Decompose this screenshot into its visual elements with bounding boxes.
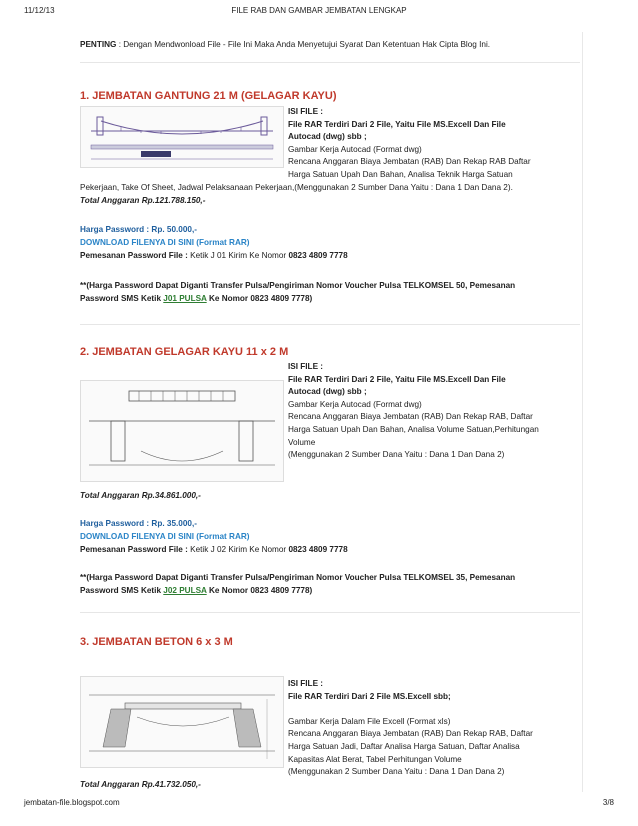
total-budget-1: Total Anggaran Rp.121.788.150,-: [80, 196, 206, 205]
divider: [80, 324, 580, 325]
divider: [80, 62, 580, 63]
pulsa-code-link[interactable]: J02 PULSA: [163, 585, 207, 595]
info-line: Harga Satuan Upah Dan Bahan, Analisa Teknik Harga Satuan: [288, 169, 513, 179]
note-text: Ke Nomor 0823 4809 7778): [208, 293, 313, 303]
info-line: Kapasitas Alat Berat, Tabel Perhitungan Volume: [288, 754, 462, 764]
order-label: Pemesanan Password File :: [80, 251, 188, 260]
right-rule: [582, 32, 583, 792]
order-label: Pemesanan Password File :: [80, 545, 188, 554]
notice: [80, 40, 490, 49]
total-budget-3: Total Anggaran Rp.41.732.050,-: [80, 780, 201, 789]
info-line: (Menggunakan 2 Sumber Dana Yaitu : Dana 1 Dan Dana 2): [288, 450, 505, 460]
divider: [80, 612, 580, 613]
section-title-3: 3. JEMBATAN BETON 6 x 3 M: [80, 636, 233, 648]
info-line: Gambar Kerja Autocad (Format dwg): [288, 399, 422, 409]
order-number: 0823 4809 7778: [288, 251, 348, 260]
note-text: Ke Nomor 0823 4809 7778): [208, 585, 313, 595]
order-text: Ketik J 01 Kirim Ke Nomor: [190, 251, 287, 260]
info-line: Autocad (dwg) sbb ;: [288, 132, 367, 142]
notice-text: : Dengan Mendwonload File - File Ini Maka Anda Menyetujui Syarat Dan Ketentuan Hak Cipta Blog Ini.: [118, 40, 491, 49]
print-title: FILE RAB DAN GAMBAR JEMBATAN LENGKAP: [231, 6, 407, 15]
order-line-2: [80, 544, 580, 557]
isi-file-label: ISI FILE :: [288, 362, 324, 371]
info-line: Harga Satuan Upah Dan Bahan, Analisa Volume Satuan,Perhitungan: [288, 424, 539, 434]
info-line: File RAR Terdiri Dari 2 File MS.Excell sbb;: [288, 691, 451, 701]
file-info-1: [288, 106, 578, 182]
pulsa-code-link[interactable]: J01 PULSA: [163, 293, 207, 303]
isi-file-label: ISI FILE :: [288, 679, 324, 688]
bridge-drawing-2[interactable]: [80, 380, 284, 482]
note-text: Password SMS Ketik: [80, 293, 161, 303]
note-line: [80, 585, 580, 598]
notice-label: PENTING: [80, 40, 117, 49]
info-line: File RAR Terdiri Dari 2 File, Yaitu File MS.Excell Dan File: [288, 374, 506, 384]
password-price-2: Harga Password : Rp. 35.000,-: [80, 519, 197, 528]
order-text: Ketik J 02 Kirim Ke Nomor: [190, 545, 287, 554]
download-link-2[interactable]: DOWNLOAD FILENYA DI SINI (Format RAR): [80, 532, 250, 541]
bridge-drawing-3[interactable]: [80, 676, 284, 768]
bridge-drawing-1[interactable]: [80, 106, 284, 168]
info-line: Rencana Anggaran Biaya Jembatan (RAB) Dan Rekap RAB, Daftar: [288, 729, 533, 739]
info-line: Gambar Kerja Dalam File Excell (Format xls): [288, 716, 451, 726]
info-line: (Menggunakan 2 Sumber Dana Yaitu : Dana 1 Dan Dana 2): [288, 767, 505, 777]
section-title-2: 2. JEMBATAN GELAGAR KAYU 11 x 2 M: [80, 346, 289, 358]
print-date: 11/12/13: [24, 6, 55, 15]
password-price-1: Harga Password : Rp. 50.000,-: [80, 225, 197, 234]
file-info-3: [288, 678, 578, 779]
footer-page-number: 3/8: [602, 798, 614, 807]
pulsa-note-1: [80, 280, 580, 305]
info-line: File RAR Terdiri Dari 2 File, Yaitu File MS.Excell Dan File: [288, 119, 506, 129]
info-line: Gambar Kerja Autocad (Format dwg): [288, 144, 422, 154]
note-text: Password SMS Ketik: [80, 585, 161, 595]
info-line: Volume: [288, 437, 316, 447]
note-line: [80, 293, 580, 306]
girder-bridge-drawing: [81, 381, 283, 481]
footer-site: jembatan-file.blogspot.com: [24, 798, 120, 807]
pulsa-note-2: [80, 572, 580, 597]
info-line: Autocad (dwg) sbb ;: [288, 387, 367, 397]
info-continuation-1: Pekerjaan, Take Of Sheet, Jadwal Pelaksanaan Pekerjaan,(Menggunakan 2 Sumber Dana Yaitu : Dana 1 Dan Dana 2).: [80, 183, 513, 192]
note-line: **(Harga Password Dapat Diganti Transfer Pulsa/Pengiriman Nomor Voucher Pulsa TELKOMSEL 35, Pemesanan: [80, 573, 516, 582]
order-line-1: [80, 250, 580, 263]
order-number: 0823 4809 7778: [288, 545, 348, 554]
total-budget-2: Total Anggaran Rp.34.861.000,-: [80, 491, 201, 500]
concrete-bridge-drawing: [81, 677, 283, 767]
note-line: **(Harga Password Dapat Diganti Transfer Pulsa/Pengiriman Nomor Voucher Pulsa TELKOMSEL 50, Pemesanan: [80, 281, 516, 290]
info-line: Rencana Anggaran Biaya Jembatan (RAB) Dan Rekap RAB Daftar: [288, 157, 531, 167]
download-link-1[interactable]: DOWNLOAD FILENYA DI SINI (Format RAR): [80, 238, 250, 247]
info-line: Harga Satuan Jadi, Daftar Analisa Harga Satuan, Daftar Analisa: [288, 741, 520, 751]
suspension-bridge-drawing: [81, 107, 283, 167]
isi-file-label: ISI FILE :: [288, 107, 324, 116]
section-title-1: 1. JEMBATAN GANTUNG 21 M (GELAGAR KAYU): [80, 90, 337, 102]
info-line: Rencana Anggaran Biaya Jembatan (RAB) Dan Rekap RAB, Daftar: [288, 412, 533, 422]
file-info-2: [288, 361, 578, 462]
